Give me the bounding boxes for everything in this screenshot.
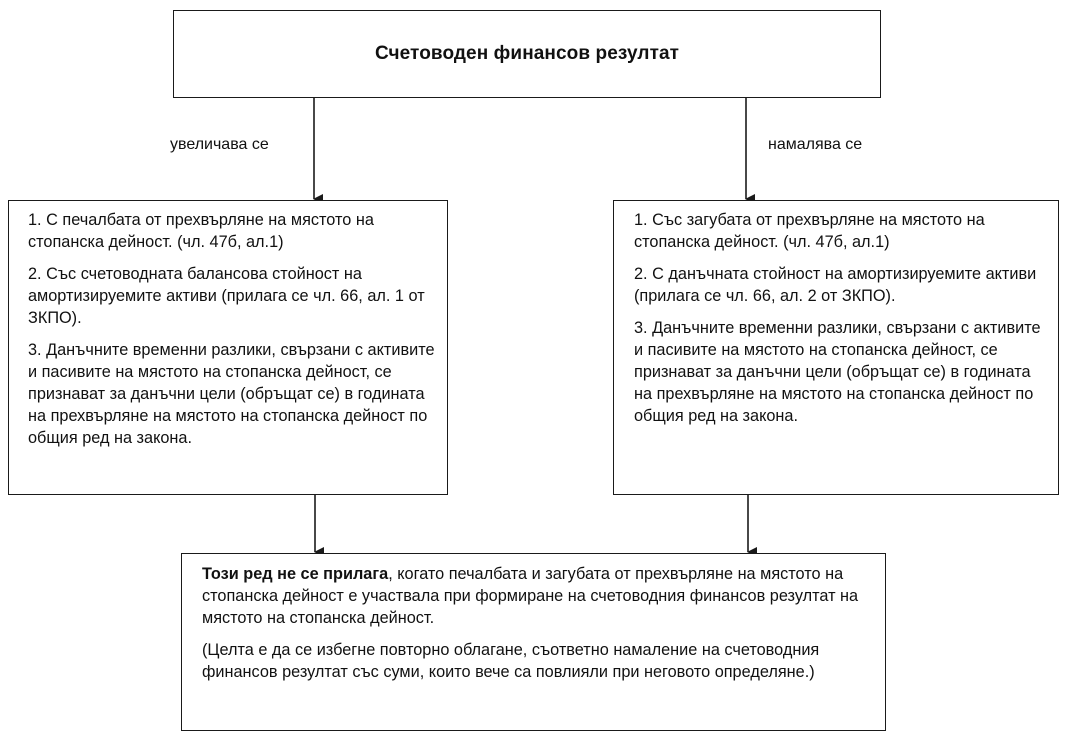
exception-lead-rest: , когато печалбата и загубата от прехвърляне на мястото на стопанска дейност е участвала при формиране на счетоводния финансов резултат на мястото на стопанска дейност. [202, 565, 859, 627]
increase-item-3: 3. Данъчните временни разлики, свързани с активите и пасивите на мястото на стопанска дейност, се признават за данъчни цели (обръщат се) в годината на прехвърляне на мястото на стопанска дейност по общия ред на закона. [28, 341, 435, 447]
exception-note: (Целта е да се избегне повторно облагане, съответно намаление на счетоводния финансов резултат със суми, които вече са повлияли при неговото определяне.) [202, 641, 820, 681]
decrease-label: намалява се [768, 136, 863, 153]
exception-box [181, 553, 886, 731]
increase-item-1: 1. С печалбата от прехвърляне на мястото на стопанска дейност. (чл. 47б, ал.1) [28, 211, 374, 251]
decrease-item-1: 1. Със загубата от прехвърляне на мястото на стопанска дейност. (чл. 47б, ал.1) [634, 211, 985, 251]
decrease-items-box [613, 200, 1059, 495]
increase-items-box [8, 200, 448, 495]
increase-label: увеличава се [170, 136, 269, 153]
increase-item-2: 2. Със счетоводната балансова стойност на амортизируемите активи (прилага се чл. 66, ал. 1 от ЗКПО). [28, 265, 425, 327]
decrease-item-2: 2. С данъчната стойност на амортизируемите активи (прилага се чл. 66, ал. 2 от ЗКПО). [634, 265, 1037, 305]
exception-text [202, 563, 875, 629]
exception-lead-bold: Този ред не се прилага [202, 565, 389, 583]
accounting-result-box [173, 10, 881, 98]
decrease-item-3: 3. Данъчните временни разлики, свързани с активите и пасивите на мястото на стопанска дейност, се признават за данъчни цели (обръщат се) в годината на прехвърляне на мястото на стопанска дейност по общия ред на закона. [634, 319, 1041, 425]
accounting-result-title: Счетоводен финансов резултат [374, 43, 680, 64]
